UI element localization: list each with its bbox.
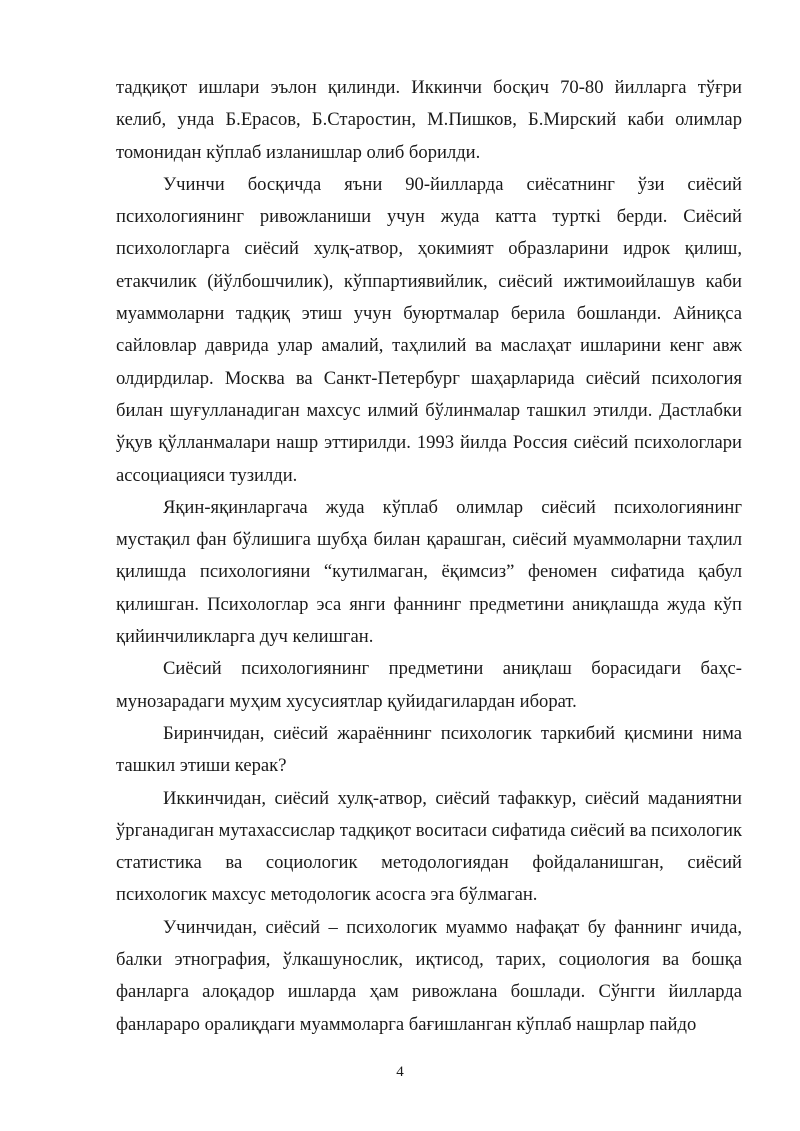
paragraph-doubts: Яқин-яқинларгача жуда кўплаб олимлар сиёсий психологиянинг мустақил фан бўлишига шубҳа билан қарашган, сиёсий муаммоларни таҳлил қилишда психологияни “кутилмаган, ёқимсиз” феномен сифатида қабул қилишган. Психологлар эса янги фаннинг предметини аниқлашда жуда кўп қийинчиликларга дуч келишган. (116, 496, 742, 648)
paragraph-third: Учинчидан, сиёсий – психологик муаммо нафақат бу фаннинг ичида, балки этнография, ўлкашунослик, иқтисод, тарих, социология ва бошқа фанларга алоқадор ишларда ҳам ривожлана бошлади. Сўнгги йилларда фанлараро оралиқдаги муаммоларга бағишланган кўплаб нашрлар пайдо (116, 916, 742, 1035)
paragraph-subject-debate: Сиёсий психологиянинг предметини аниқлаш борасидаги баҳс-мунозарадаги муҳим хусусиятлар қуйидагилардан иборат. (116, 658, 742, 712)
paragraph-second: Иккинчидан, сиёсий хулқ-атвор, сиёсий тафаккур, сиёсий маданиятни ўрганадиган мутахассислар тадқиқот воситаси сифатида сиёсий ва психологик статистика ва социологик методологиядан фойдаланишган, сиёсий психологик махсус методологик асосга эга бўлмаган. (116, 787, 742, 906)
body-text (116, 72, 742, 1041)
paragraph-continuation: тадқиқот ишлари эълон қилинди. Иккинчи босқич 70-80 йилларга тўғри келиб, унда Б.Ерасов, Б.Старостин, М.Пишков, Б.Мирский каби олимлар томонидан кўплаб изланишлар олиб борилди. (116, 77, 742, 163)
paragraph-first: Биринчидан, сиёсий жараённинг психологик таркибий қисмини нима ташкил этиши керак? (116, 722, 742, 777)
page-number: 4 (396, 1064, 404, 1080)
paragraph-third-stage: Учинчи босқичда яъни 90-йилларда сиёсатнинг ўзи сиёсий психологиянинг ривожланиши учун жуда катта турткi берди. Сиёсий психологларга сиёсий хулқ-атвор, ҳокимият образларини идрок қилиш, етакчилик (йўлбошчилик), кўппартиявийлик, сиёсий ижтимоийлашув каби муаммоларни тадқиқ этиш учун буюртмалар берила бошланди. Айниқса сайловлар даврида улар амалий, таҳлилий ва маслаҳат ишларини кенг авж олдирдилар. Москва ва Санкт-Петербург шаҳарларида сиёсий психология билан шуғулланадиган махсус илмий бўлинмалар ташкил этилди. Дастлабки ўқув қўлланмалари нашр эттирилди. 1993 йилда Россия сиёсий психологлари ассоциацияси тузилди. (116, 173, 742, 486)
